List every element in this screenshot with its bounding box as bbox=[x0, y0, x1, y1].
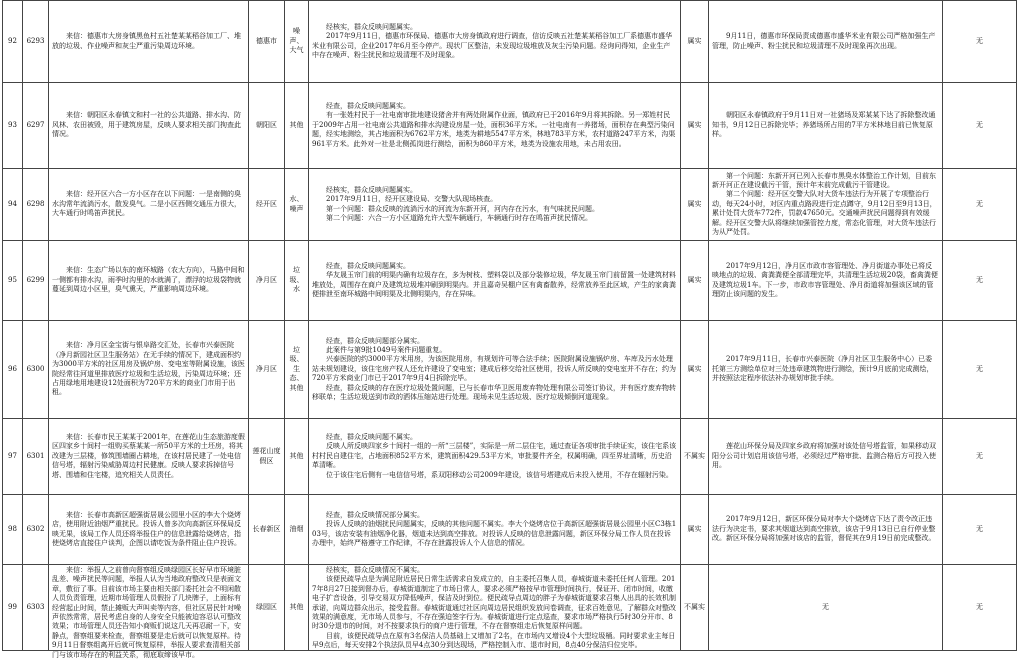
investigation-result-paragraph: 2017年9月11日，德惠市环保局、德惠市大房身镇政府进行调查，信访反映五社楚某某稻谷加工厂系德惠市盛华米业有限公司，企业2017年6月至今停产。现状厂区整洁，未发现垃圾堆放及灰尘污染问题。经询问得知，企业生产中存在噪声、粉尘扰民和垃圾清理不及时现象。 bbox=[312, 32, 673, 59]
investigation-result bbox=[309, 495, 681, 565]
investigation-result-paragraph: 兴泰医院的约3000平方米用房，为该医院用房，有规划许可等合法手续；医院附属设施锅炉房、车库及污水处理站未规划建设，该住宅房产权人还允许建设了变电室；建成后移交给社区使用，投诉人所反映的变电室并不存在；约为720平方米商业门市已于2017年9月4日拆除完毕。 bbox=[312, 355, 676, 383]
district: 德惠市 bbox=[249, 1, 285, 83]
district: 绿园区 bbox=[249, 565, 285, 651]
pollution-type: 其他 bbox=[285, 419, 309, 495]
handling-result bbox=[709, 321, 943, 419]
complaint-text: 来信：德惠市大房身镇黑鱼村五社楚某某稻谷加工厂、堆放的垃圾、作业噪声和灰尘严重污染周边环境。 bbox=[49, 1, 249, 83]
investigation-result-paragraph: 经查，群众反映情况部分属实。 bbox=[326, 510, 424, 519]
handling-result bbox=[709, 169, 943, 241]
handling-result bbox=[709, 419, 943, 495]
pollution-type: 垃圾、生态、其他 bbox=[285, 321, 309, 419]
investigation-result-paragraph: 经核实，群众反映问题属实。 bbox=[326, 22, 417, 31]
handling-result-paragraph: 第一个问题：东新开河已列入长春市黑臭水体整治工作计划，目前东新开河正在建设截污干管，预计年末前完成截污干管建设。 bbox=[712, 171, 936, 189]
complaint-text: 来信：净月区金宝街与银阜路交汇处，长春市兴泰医院（净月新园社区卫生服务站）在无手续的情况下，建成面积约为3000平方米的社区用房及锅炉房、变电室等附属设施，该医院经常往河道里排放医疗垃圾和生活垃圾，污染周边环境；还占用绿地用地建设12处面积为720平方米的商业门市用于出租。 bbox=[49, 321, 249, 419]
investigation-result-paragraph: 目前，该便民疏导点在原有3名保洁人员基础上又增加了2名，在市场内又增设4个大型垃圾桶。同时要求业主每日早9点后，每天安排2个执法队员早4点30分到达现场，严格控制入市、退市时间，8点40分保洁归位完毕。 bbox=[312, 631, 676, 650]
row-number: 98 bbox=[3, 495, 23, 565]
accountability: 无 bbox=[943, 1, 1017, 83]
verdict: 属实 bbox=[681, 1, 709, 83]
handling-result-paragraph: 第二个问题：经开区交警大队对大货车违法行为开展了专项整治行动，每天24小时，对区内重点路段进行定点蹲守，9月12日至9月13日，累计处罚大货车772件，罚款47650元。交通噪声扰民问题得到有效缓解。经开区交警大队将继续加强管控力度，常态化管理，对大货车违法行为从严处罚。 bbox=[712, 190, 937, 237]
pollution-type: 油烟 bbox=[285, 495, 309, 565]
accountability: 无 bbox=[943, 169, 1017, 241]
accountability: 无 bbox=[943, 83, 1017, 169]
investigation-result-paragraph: 经核实，群众反映情况不属实。 bbox=[326, 566, 424, 574]
investigation-result bbox=[309, 419, 681, 495]
case-id: 6301 bbox=[23, 419, 49, 495]
pollution-type: 噪声、大气 bbox=[285, 1, 309, 83]
row-number: 92 bbox=[3, 1, 23, 83]
district: 长春新区 bbox=[249, 495, 285, 565]
row-number: 95 bbox=[3, 241, 23, 321]
table-row bbox=[3, 321, 1017, 419]
handling-result-paragraph: 2017年9月12日，新区环保分局对李大个烧烤店下达了责令改正违法行为决定书，要求其烟道达到高空排放，该店于9月13日已自行停业整改。新区环保分局将加强对该店的监管，督促其在9月19日前完成整改。 bbox=[712, 515, 936, 543]
case-id: 6299 bbox=[23, 241, 49, 321]
accountability: 无 bbox=[943, 495, 1017, 565]
handling-result-paragraph: 朝阳区永春镇政府于9月11日对一社猪场及郑某某下达了拆除整改通知书，9月12日已拆除完毕；养猪场所占用的7平方米林地目前已恢复原样。 bbox=[712, 111, 936, 139]
complaint-text: 来信：长春市高新区超强街居晟公园里小区的李大个烧烤店，使用附近油烟严重扰民。投诉人曾多次向高新区环保局反映无果，该局工作人员还将举报住户的信息泄露给烧烤店，指使烧烤店直接住户谈判，企图以请吃饭为条件阻止住户投诉。 bbox=[49, 495, 249, 565]
handling-result bbox=[709, 1, 943, 83]
investigation-result-paragraph: 位于该住宅后侧有一电信信号塔，系双阳移动公司2009年建设，该信号塔建成后未投入使用，不存在辐射污染。 bbox=[326, 470, 673, 479]
accountability: 无 bbox=[943, 419, 1017, 495]
complaint-text: 来信：经开区六合一方小区存在以下问题：一是南侧的臭水沟常年流淌污水，散发臭气。二是小区西侧交通压力很大，大车通行时鸣笛声扰民。 bbox=[49, 169, 249, 241]
complaint-text: 来信：生态广场以东的南环城路（农大方向），马路中间和一侧都有排水沟，雨季时沟里的水就满了，漂浮的垃圾袋物就蔓延到周边小区里，臭气熏天，严重影响周边环境。 bbox=[49, 241, 249, 321]
investigation-result-paragraph: 反映人所反映四家乡十间村一组的一所“三层楼”，实际是一所二层住宅，通过查证各项审批手续证实，该住宅系该村村民自建住宅，占地面积852平方米，建筑面积429.53平方米，审批要件齐全，权属明确，四至界址清晰，历史沿革清晰。 bbox=[312, 442, 677, 470]
verdict: 属实 bbox=[681, 321, 709, 419]
case-id: 6302 bbox=[23, 495, 49, 565]
table-row bbox=[3, 495, 1017, 565]
investigation-result bbox=[309, 321, 681, 419]
investigation-result-paragraph: 经查，群众反映问题不属实。 bbox=[326, 432, 417, 441]
investigation-result-paragraph: 有一张姓村民于一社电南审批地建设猪舍并有两处附属作业面，镇政府已于2016年9月将其拆除。另一郑姓村民于2009年占用一社电南公共道路和排水沟建设房屋一处，面积36平方米。一社电南有一养猪场，面积存在典型污染问题，经实地测绘，其占地面积为6762平方米，地类为耕地5547平方米，林地783平方米，农村道路247平方米，沟渠961平方米。此外对一社是北侧孤岗进行测绘，面积为860平方米，地类为设施农用地，未占用农田。 bbox=[312, 111, 676, 148]
pollution-type: 其他 bbox=[285, 83, 309, 169]
complaint-table bbox=[2, 0, 1017, 659]
verdict: 不属实 bbox=[681, 419, 709, 495]
verdict: 属实 bbox=[681, 241, 709, 321]
pollution-type: 其他 bbox=[285, 565, 309, 651]
investigation-result-paragraph: 2017年9月11日，经开区建设局、交警大队现场核查。 bbox=[326, 195, 498, 204]
case-id: 6297 bbox=[23, 83, 49, 169]
case-id: 6298 bbox=[23, 169, 49, 241]
row-number: 96 bbox=[3, 321, 23, 419]
complaint-text: 来信：长春市民王某某于2001年，在莲花山生态旅游度假区四家乡十间村一组购买蔡某某一所50平方米的土坯房，将其改建为三层楼，修筑围墙圈占耕地，在该村居民建了一处电信信号塔，辐射污染威胁周边村民健康。反映人要求拆掉信号塔、围墙和住宅楼，追究相关人员责任。 bbox=[49, 419, 249, 495]
investigation-result-paragraph: 经核实，群众反映问题属实。 bbox=[326, 185, 417, 194]
pollution-type: 水、噪声 bbox=[285, 169, 309, 241]
row-number: 97 bbox=[3, 419, 23, 495]
handling-result-paragraph: 9月11日，德惠市环保局责成德惠市盛华米业有限公司严格加强生产管理，防止噪声、粉尘扰民和垃圾清理不及时现象再次出现。 bbox=[712, 32, 936, 50]
case-id: 6293 bbox=[23, 1, 49, 83]
district: 莲花山度假区 bbox=[249, 419, 285, 495]
table-row bbox=[3, 419, 1017, 495]
investigation-result-paragraph: 经查，群众反映问题属实。 bbox=[326, 261, 410, 270]
row-number: 93 bbox=[3, 83, 23, 169]
investigation-result-paragraph: 投诉人反映的油烟扰民问题属实，反映的其他问题不属实。李大个烧烤店位于高新区超强街居晟公园里小区C3栋103号，该店安装有油烟净化器，烟道未达到高空排放。对投诉人反映的信息泄露问题，新区环保分局工作人员在投诉办理中，始终严格遵守工作纪律，不存在泄露投诉人个人信息的情况。 bbox=[312, 520, 677, 547]
verdict: 属实 bbox=[681, 169, 709, 241]
handling-result bbox=[709, 83, 943, 169]
table-row bbox=[3, 169, 1017, 241]
table-row bbox=[3, 83, 1017, 169]
district: 经开区 bbox=[249, 169, 285, 241]
investigation-result bbox=[309, 83, 681, 169]
complaint-text: 来信：朝阳区永春镇文和村一社的公共道路、排水沟、防风林、农田被毁，用于建筑房屋，反映人要求相关部门拘查此情况。 bbox=[49, 83, 249, 169]
handling-result-paragraph: 2017年9月12日，净月区市政市容管理处、净月街道办事处已将反映地点的垃圾、禽粪粪便全部清理完毕，共清理生活垃圾20袋，畜禽粪便及建筑垃圾1车。下一步，市政市容管理处、净月街道将加强该区域的管理防止该问题的发生。 bbox=[712, 261, 938, 298]
district: 净月区 bbox=[249, 241, 285, 321]
investigation-result bbox=[309, 1, 681, 83]
verdict: 不属实 bbox=[681, 565, 709, 651]
investigation-result bbox=[309, 169, 681, 241]
handling-result-paragraph: 莲花山环保分局及四家乡政府将加强对该处信号塔监管，如果移动双阳分公司计划启用该信号塔，必须经过严格审批、监测合格后方可投入使用。 bbox=[712, 442, 936, 470]
verdict: 属实 bbox=[681, 83, 709, 169]
investigation-result-paragraph: 经查，群众反映问题部分属实。 bbox=[326, 336, 424, 345]
investigation-result bbox=[309, 565, 681, 651]
case-id: 6300 bbox=[23, 321, 49, 419]
investigation-result-paragraph: 此案件与第9批1049号案件问题重复。 bbox=[326, 345, 447, 354]
investigation-result-paragraph: 华友晟玉帘门前的明渠内确有垃圾存在，多为树枝、塑料袋以及部分装修垃圾，华友晟玉帘门前留置一处建筑材料堆放处，周围存在商户及建筑垃圾堆冲刷到明渠内。并且嘉奇吴棚户区有禽畜散养，经常放养至此区域，产生的家禽粪便排泄至南环城路中间明渠及北侧明渠内，存在异味。 bbox=[312, 271, 676, 298]
table-row bbox=[3, 1, 1017, 83]
accountability: 无 bbox=[943, 565, 1017, 651]
investigation-result bbox=[309, 241, 681, 321]
pollution-type: 垃圾、水 bbox=[285, 241, 309, 321]
handling-result-paragraph: 2017年9月11日，长春市兴泰医院（净月社区卫生服务中心）已委托第三方测绘单位对三处违章建筑物进行测绘，预计9月底前完成测绘，并按照法定程序依法补办规划审批手续。 bbox=[712, 355, 934, 383]
district: 净月区 bbox=[249, 321, 285, 419]
complaint-text: 来信：举报人之前曾向督察组反映绿园区长好早市环境脏乱差、噪声扰民等问题，举报人认为当地政府整改只是表面文章，敷衍了事。目前该市场主要由相关部门委托社会不明闲散人员负责管理，近期市场管理人员假扮了几块牌子，上面标有经营起止时间，禁止摊贩大声叫卖等内容，但社区居民针对噪声依然常常，居民考虑自身的人身安全只能被迫容忍认可整改效果；市场管理人员还告知小商贩们说这几天再忍耐一下，安静点，督察组要来检查，督察组要是走后就可以恢复原样。待9月11日督察组离开后就可恢复原样，举报人要求查清相关部门与该市场存在的利益关系，彻底取缔该早市。 bbox=[49, 565, 249, 651]
accountability: 无 bbox=[943, 321, 1017, 419]
investigation-result-paragraph: 该便民疏导点是为满足附近居民日常生活需求自发成立的，自主委托召集人员，春城街道未委托任何人管理。2017年8月27日接到督办后，春城街道制定了市场日常人，要求必须严格按早市管理时间执行，保证开、闭市时间，收缴电子扩音设备，引导交易双方降低噪声，保洁及时到位。便民疏导点周边的胖子为春城街道要求召集人出具的长效机制承诺，向周边群众出示，接受监督。春城街道通过社区向周边居民组织发放问卷调查，征求百姓意见，了解群众对整改效果的满意度，无市场人员参与，不存在强迫签字行为。春城街道进行定点巡查，要求市场严格执行5时30分开市、8时30分退市的时间，对不按要求执行的商户进行管理，不存在督察组走后恢复原样问题。 bbox=[312, 575, 676, 631]
verdict: 属实 bbox=[681, 495, 709, 565]
district: 朝阳区 bbox=[249, 83, 285, 169]
row-number: 99 bbox=[3, 565, 23, 651]
handling-result bbox=[709, 241, 943, 321]
handling-result: 无 bbox=[709, 565, 943, 651]
investigation-result-paragraph: 经查，群众反映问题属实。 bbox=[326, 101, 410, 110]
case-id: 6303 bbox=[23, 565, 49, 651]
investigation-result-paragraph: 经查，群众反映的存在医疗垃圾处置问题，已与长春市华卫医用废弃物处理有限公司签订协议，并有医疗废弃物转移联单；生活垃圾送到市政的洒体压缩站进行处理。现场未见生活垃圾、医疗垃圾倾倒河道现象。 bbox=[312, 383, 676, 402]
investigation-result-paragraph: 第一个问题：群众反映的流淌污水的河流为东新开河，河内存在污水，有气味扰民问题。 bbox=[326, 204, 599, 213]
table-row bbox=[3, 565, 1017, 651]
investigation-result-paragraph: 第二个问题：六合一方小区道路允许大型车辆通行，车辆通行时存在鸣笛声扰民情况。 bbox=[326, 213, 592, 222]
handling-result bbox=[709, 495, 943, 565]
row-number: 94 bbox=[3, 169, 23, 241]
table-row bbox=[3, 241, 1017, 321]
accountability: 无 bbox=[943, 241, 1017, 321]
